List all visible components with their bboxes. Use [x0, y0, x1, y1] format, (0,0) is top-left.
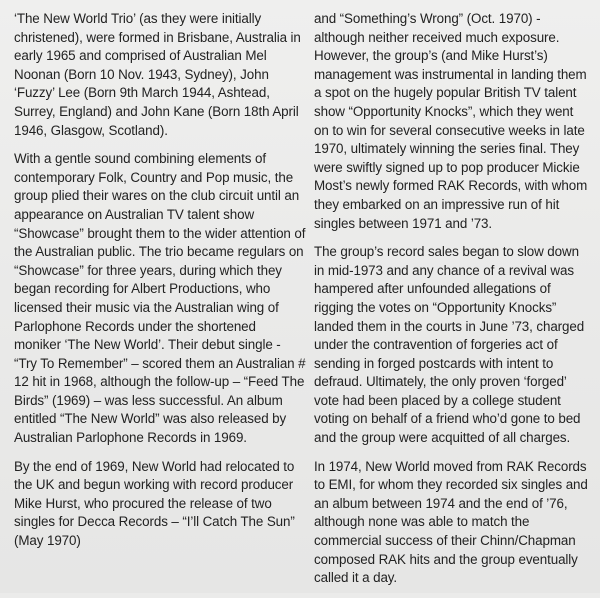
- paragraph-formation: ‘The New World Trio’ (as they were initially christened), were formed in Brisbane, Australia in early 1965 and comprised of Australian Mel Noonan (Born 10 Nov. 1943, Sydney), John ‘Fuzzy’ Lee (Born 9th March 1944, Ashtead, Surrey, England) and John Kane (Born 18th April 1946, Glasgow, Scotland).: [14, 11, 301, 138]
- paragraph-emi-years: In 1974, New World moved from RAK Records to EMI, for whom they recorded six singles and an album between 1974 and the end of ’76, although none was able to match the commercial success of their Chinn/Chapman composed RAK hits and the group eventually called it a day.: [314, 458, 588, 586]
- paragraph-uk-relocation: By the end of 1969, New World had relocated to the UK and begun working with record producer Mike Hurst, who procured the release of two singles for Decca Records – “I’ll Catch The Sun” (May 1970): [14, 458, 295, 549]
- paragraph-allegations: The group’s record sales began to slow down in mid-1973 and any chance of a revival was hampered after unfounded allegations of rigging the votes on “Opportunity Knocks” landed them in the courts in June ’73, charged under the contravention of forgeries act of sending in forged postcards with intent to defraud. Ultimately, the only proven ‘forged’ vote had been placed by a college student voting on behalf of a friend who’d gone to bed and the group were acquitted of all charges.: [314, 244, 585, 446]
- paragraph-opportunity-knocks: and “Something’s Wrong” (Oct. 1970) - although neither received much exposure. However, the group’s (and Mike Hurst’s) management was instrumental in landing them a spot on the hugely popular British TV talent show “Opportunity Knocks”, which they went on to win for several consecutive weeks in late 1970, ultimately winning the series final. They were swiftly signed up to pop producer Mickie Most’s newly formed RAK Records, with whom they embarked on an impressive run of hit singles between 1971 and ’73.: [314, 11, 588, 231]
- left-column: [14, 10, 306, 561]
- paragraph-australian-career: With a gentle sound combining elements of contemporary Folk, Country and Pop music, the group plied their wares on the club circuit until an appearance on Australian TV talent show “Showcase” brought them to the wider attention of the Australian public. The trio became regulars on “Showcase” for three years, during which they began recording for Albert Productions, who licensed their music via the Australian wing of Parlophone Records under the shortened moniker ‘The New World’. Their debut single - “Try To Remember” – scored them an Australian # 12 hit in 1968, although the follow-up – “Feed The Birds” (1969) – was less successful. An album entitled “The New World” was also released by Australian Parlophone Records in 1969.: [14, 151, 306, 446]
- right-column: [314, 10, 590, 598]
